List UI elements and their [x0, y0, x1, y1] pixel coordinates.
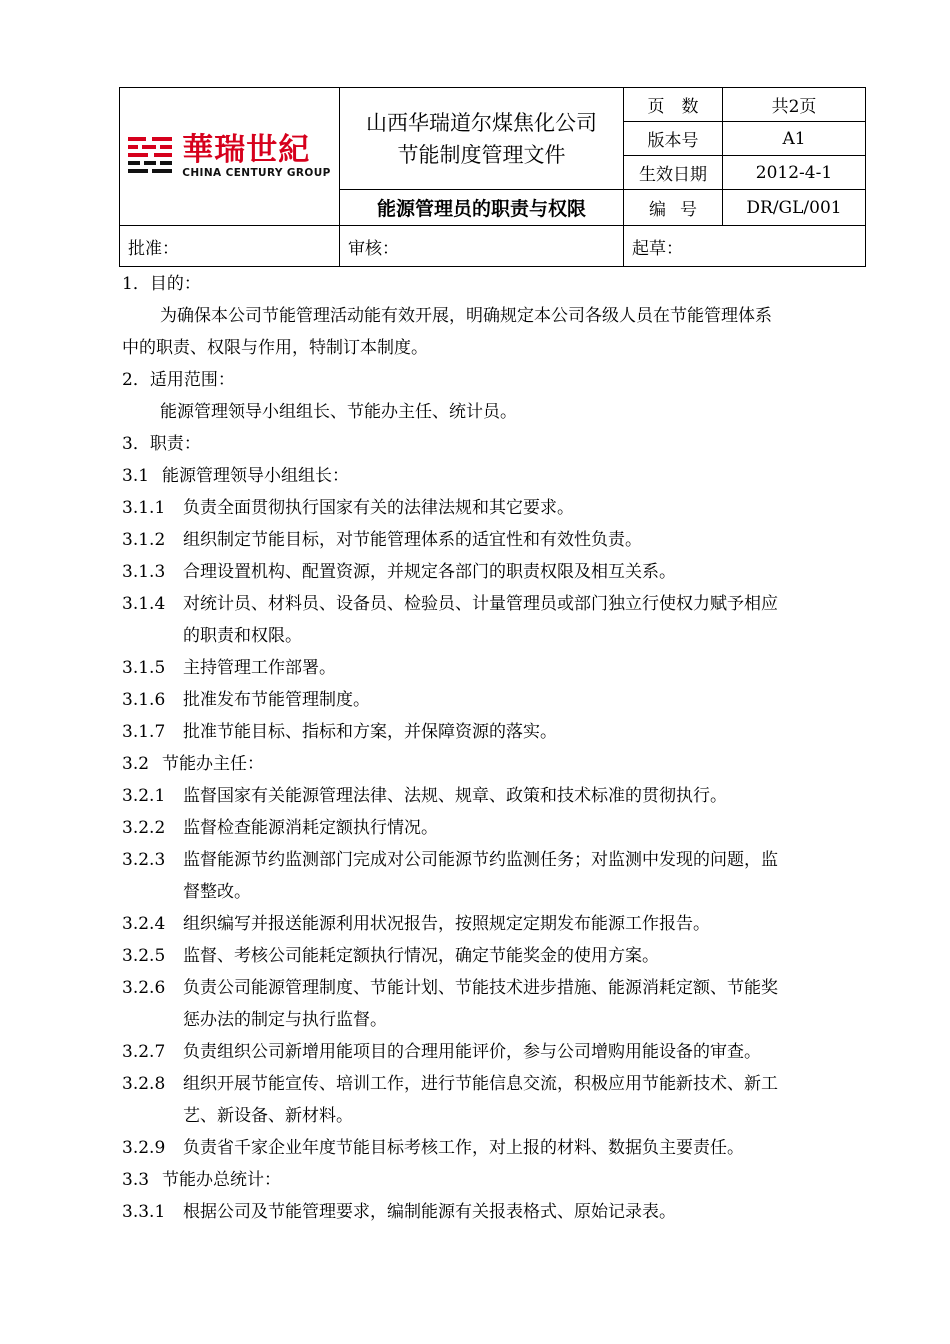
clause-number: 3.1.1 — [122, 498, 166, 518]
clause-number: 3.1.4 — [122, 594, 166, 614]
subsection-heading — [122, 460, 862, 492]
clause-number: 3.1.5 — [122, 658, 166, 678]
clause-text: 主持管理工作部署。 — [183, 658, 336, 678]
company-name-cell — [340, 88, 624, 190]
logo-cell — [120, 88, 340, 226]
clause-item — [122, 588, 862, 620]
clause-text: 监督能源节约监测部门完成对公司能源节约监测任务；对监测中发现的问题，监 — [183, 850, 778, 870]
pages-label: 页 数 — [624, 88, 723, 122]
section-heading-purpose: 1．目的： — [122, 274, 201, 294]
document-category: 节能制度管理文件 — [397, 142, 566, 167]
clause-text-continued: 督整改。 — [183, 882, 251, 902]
version-value: A1 — [723, 122, 866, 156]
clause-item — [122, 1068, 862, 1100]
company-logo — [120, 133, 339, 180]
section-text: 节能办总统计： — [162, 1170, 281, 1190]
paragraph: 为确保本公司节能管理活动能有效开展，明确规定本公司各级人员在节能管理体系 — [160, 306, 772, 326]
clause-item — [122, 1132, 862, 1164]
review-field: 审核： — [340, 226, 624, 267]
approve-field: 批准： — [120, 226, 340, 267]
clause-number: 3.2.1 — [122, 786, 166, 806]
clause-text: 监督国家有关能源管理法律、法规、规章、政策和技术标准的贯彻执行。 — [183, 786, 727, 806]
logo-mark-icon — [128, 137, 172, 177]
paragraph: 能源管理领导小组组长、节能办主任、统计员。 — [160, 402, 517, 422]
draft-field: 起草： — [624, 226, 866, 267]
clause-item — [122, 1196, 862, 1228]
clause-number: 3.2.9 — [122, 1138, 166, 1158]
clause-text: 组织编写并报送能源利用状况报告，按照规定定期发布能源工作报告。 — [183, 914, 710, 934]
paragraph: 中的职责、权限与作用，特制订本制度。 — [122, 338, 428, 358]
clause-text-continued: 惩办法的制定与执行监督。 — [183, 1010, 387, 1030]
document-header-table — [119, 87, 866, 267]
clause-list — [122, 1196, 862, 1228]
clause-text: 批准发布节能管理制度。 — [183, 690, 370, 710]
clause-number: 3.2.4 — [122, 914, 166, 934]
clause-number: 3.1.6 — [122, 690, 166, 710]
clause-item — [122, 492, 862, 524]
pages-value: 共2页 — [723, 88, 866, 122]
clause-item — [122, 684, 862, 716]
section-heading-scope: 2．适用范围： — [122, 370, 235, 390]
section-number: 3.3 — [122, 1170, 150, 1190]
clause-text-continued: 艺、新设备、新材料。 — [183, 1106, 353, 1126]
effective-date-value: 2012-4-1 — [723, 156, 866, 190]
clause-item — [122, 940, 862, 972]
clause-item — [122, 1036, 862, 1068]
clause-text: 监督、考核公司能耗定额执行情况，确定节能奖金的使用方案。 — [183, 946, 659, 966]
clause-number: 3.2.6 — [122, 978, 166, 998]
company-name: 山西华瑞道尔煤焦化公司 — [366, 110, 597, 135]
clause-item — [122, 780, 862, 812]
clause-text: 组织制定节能目标，对节能管理体系的适宜性和有效性负责。 — [183, 530, 642, 550]
section-text: 能源管理领导小组组长： — [162, 466, 349, 486]
document-title: 能源管理员的职责与权限 — [340, 190, 624, 226]
clause-text: 对统计员、材料员、设备员、检验员、计量管理员或部门独立行使权力赋予相应 — [183, 594, 778, 614]
code-value: DR/GL/001 — [723, 190, 866, 226]
clause-text-continued: 的职责和权限。 — [183, 626, 302, 646]
clause-item — [122, 716, 862, 748]
clause-list — [122, 780, 862, 1164]
clause-number: 3.2.2 — [122, 818, 166, 838]
clause-text: 负责公司能源管理制度、节能计划、节能技术进步措施、能源消耗定额、节能奖 — [183, 978, 778, 998]
clause-number: 3.3.1 — [122, 1202, 166, 1222]
section-text: 节能办主任： — [162, 754, 264, 774]
clause-text: 根据公司及节能管理要求，编制能源有关报表格式、原始记录表。 — [183, 1202, 676, 1222]
clause-number: 3.1.7 — [122, 722, 166, 742]
clause-text: 组织开展节能宣传、培训工作，进行节能信息交流，积极应用节能新技术、新工 — [183, 1074, 778, 1094]
clause-item — [122, 524, 862, 556]
section-heading-duties: 3．职责： — [122, 434, 201, 454]
clause-text: 批准节能目标、指标和方案，并保障资源的落实。 — [183, 722, 557, 742]
clause-text: 负责组织公司新增用能项目的合理用能评价，参与公司增购用能设备的审查。 — [183, 1042, 761, 1062]
section-number: 3.2 — [122, 754, 150, 774]
section-number: 3.1 — [122, 466, 150, 486]
logo-brand-en: CHINA CENTURY GROUP — [182, 167, 331, 179]
clause-item — [122, 812, 862, 844]
effective-date-label: 生效日期 — [624, 156, 723, 190]
clause-text: 负责省千家企业年度节能目标考核工作，对上报的材料、数据负主要责任。 — [183, 1138, 744, 1158]
clause-item — [122, 844, 862, 876]
clause-item — [122, 556, 862, 588]
logo-brand-cn: 華瑞世紀 — [182, 132, 311, 168]
clause-item — [122, 652, 862, 684]
clause-text: 监督检查能源消耗定额执行情况。 — [183, 818, 438, 838]
clause-item — [122, 908, 862, 940]
clause-number: 3.1.3 — [122, 562, 166, 582]
clause-number: 3.2.5 — [122, 946, 166, 966]
clause-list — [122, 492, 862, 748]
code-label: 编号 — [624, 190, 723, 226]
version-label: 版本号 — [624, 122, 723, 156]
subsection-heading — [122, 748, 862, 780]
subsection-heading — [122, 1164, 862, 1196]
clause-text: 负责全面贯彻执行国家有关的法律法规和其它要求。 — [183, 498, 574, 518]
clause-text: 合理设置机构、配置资源，并规定各部门的职责权限及相互关系。 — [183, 562, 676, 582]
document-body — [122, 268, 862, 1228]
clause-number: 3.2.3 — [122, 850, 166, 870]
clause-number: 3.1.2 — [122, 530, 166, 550]
clause-item — [122, 972, 862, 1004]
clause-number: 3.2.7 — [122, 1042, 166, 1062]
clause-number: 3.2.8 — [122, 1074, 166, 1094]
